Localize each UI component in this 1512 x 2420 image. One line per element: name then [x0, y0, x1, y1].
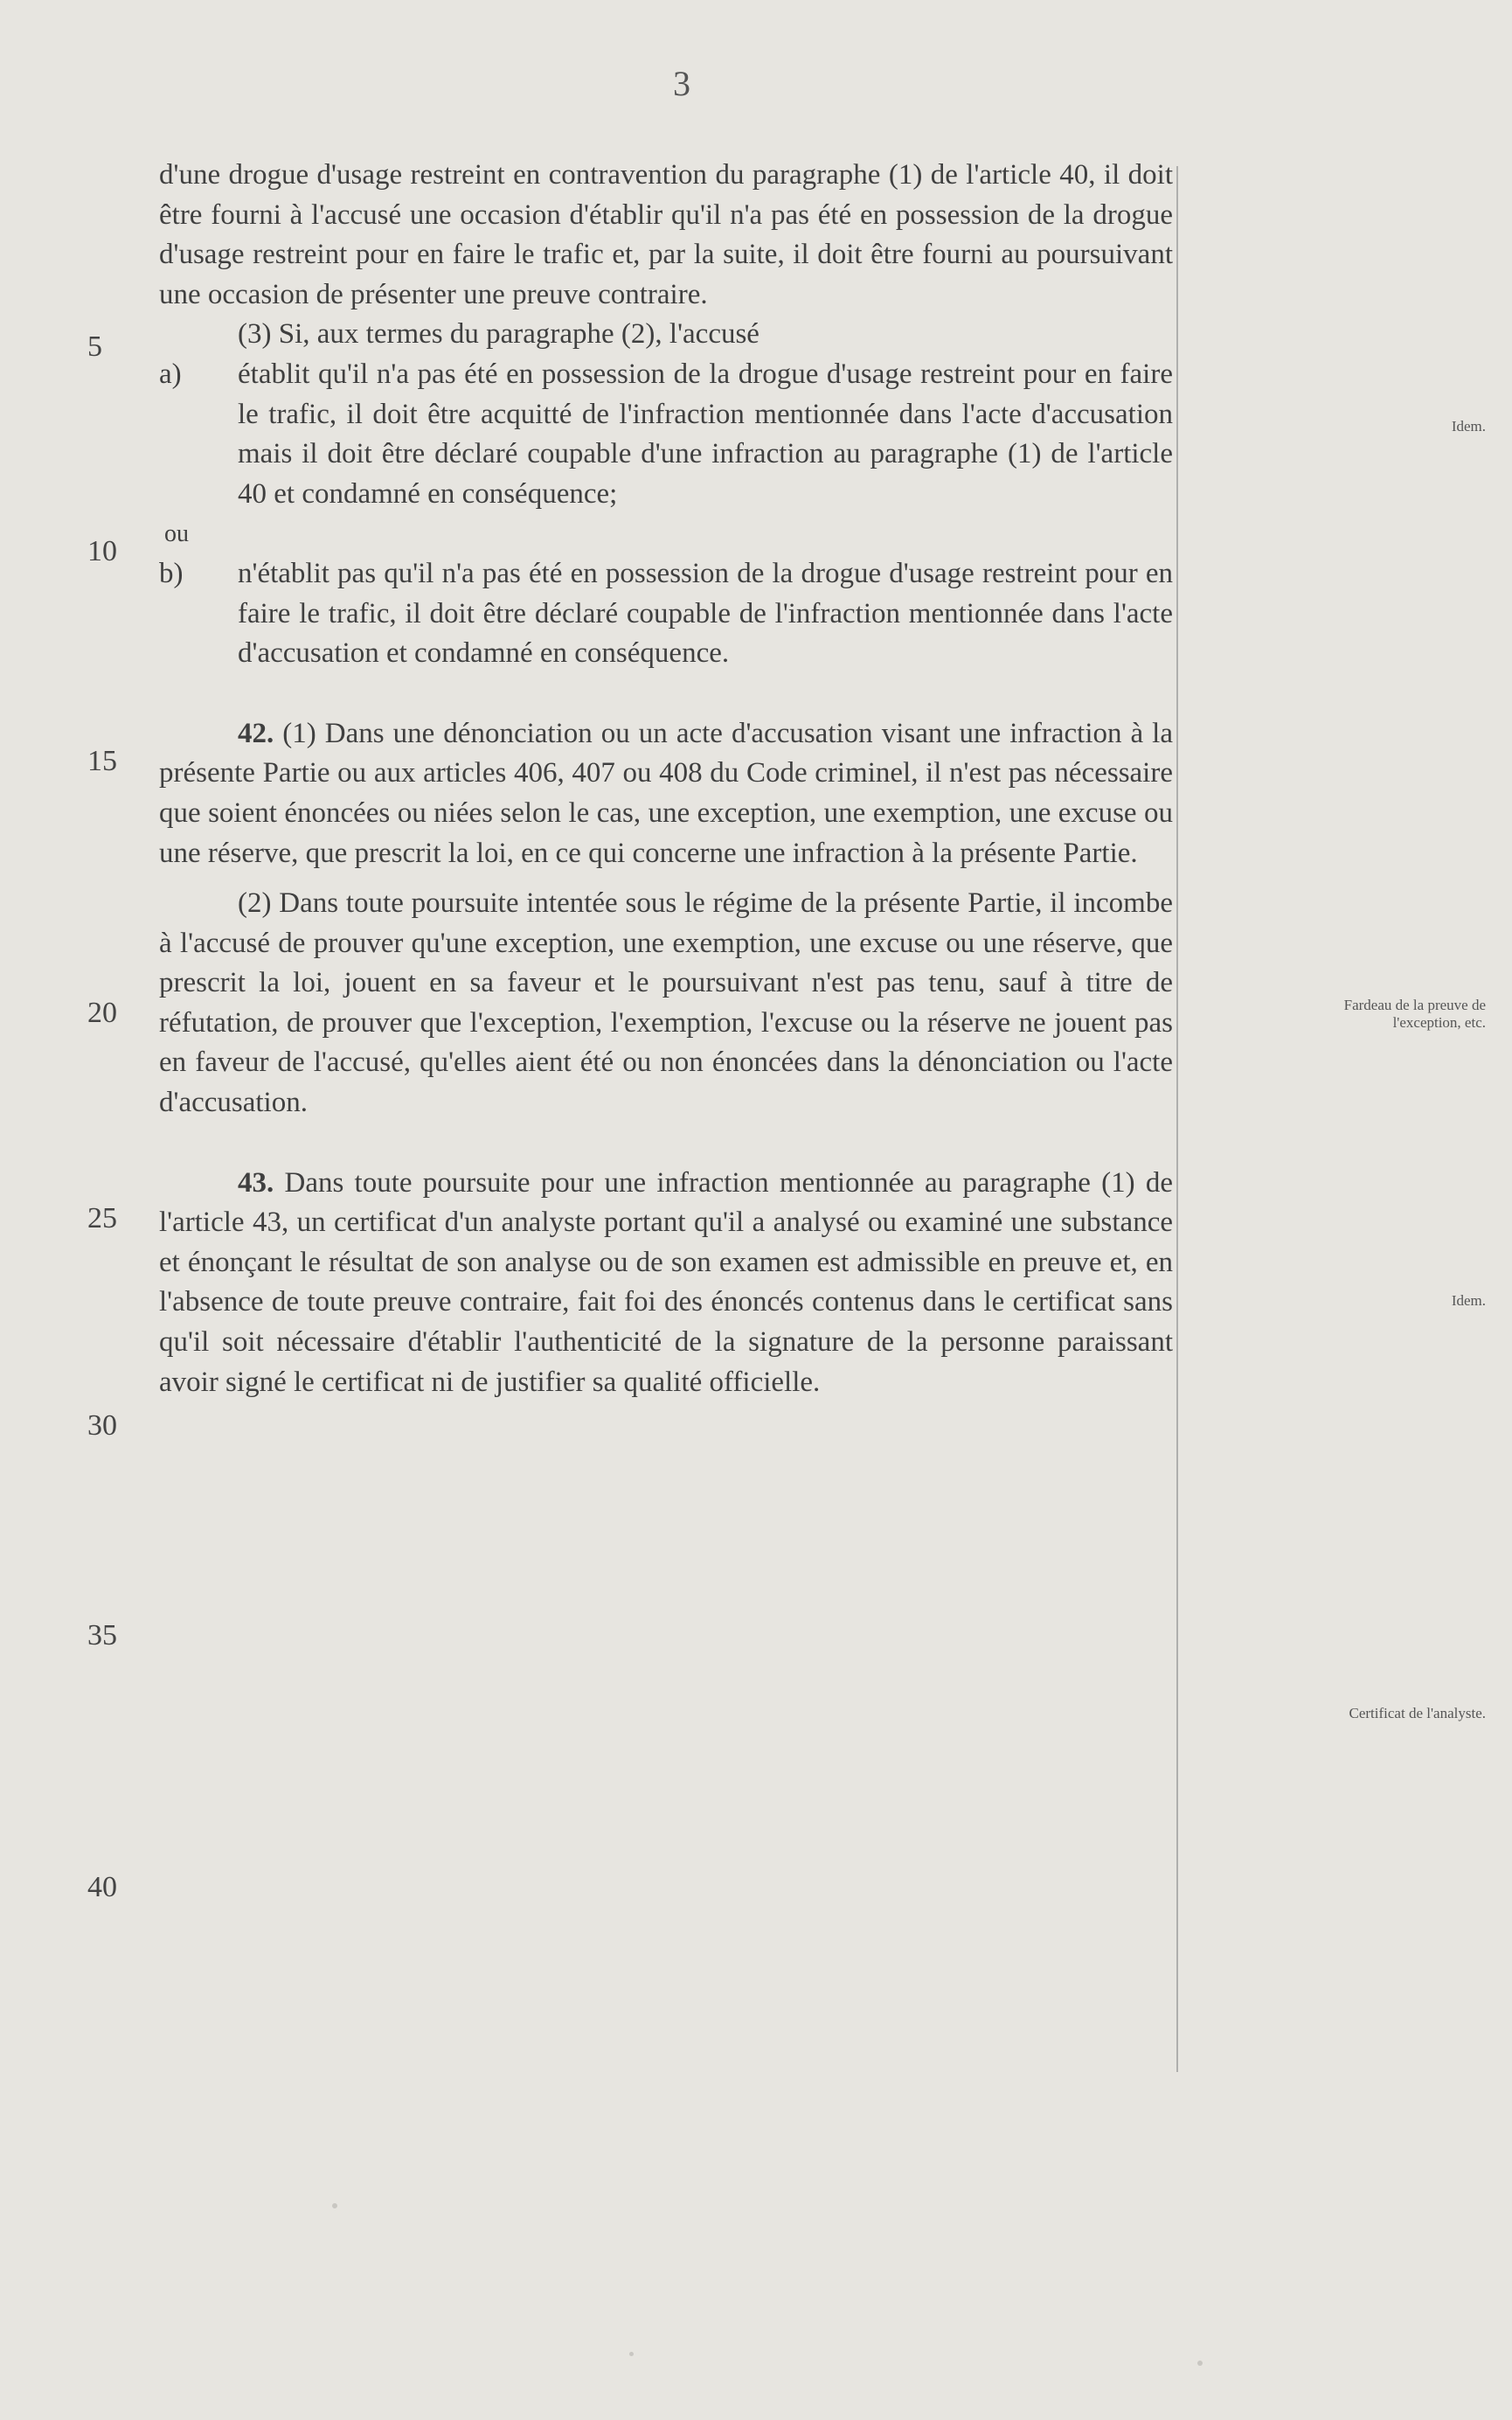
- section-number: 42.: [238, 717, 274, 749]
- line-number: 15: [87, 745, 117, 777]
- spacer: [159, 674, 1173, 714]
- paragraph-subsection-3: (3) Si, aux termes du paragraphe (2), l'accusé: [238, 318, 759, 351]
- paper-speck: [332, 2203, 337, 2208]
- line-number: 20: [87, 997, 117, 1029]
- section-text: (1) Dans une dénonciation ou un acte d'accusation visant une infraction à la présente Partie ou aux articles 406, 407 ou 408 du Code criminel, il n'est pas nécessaire que soient énoncées ou niées selon le cas, une exception, une exemption, une excuse ou une réserve, que prescrit la loi, en ce qui concerne une infraction à la présente Partie.: [159, 717, 1173, 869]
- list-item-text: n'établit pas qu'il n'a pas été en possession de la drogue d'usage restreint pour en faire le trafic, il doit être déclaré coupable de l'infraction mentionnée dans l'acte d'accusation et condamné en conséquence.: [238, 557, 1173, 670]
- list-item-label: a): [159, 358, 182, 390]
- side-note-analyst-certificate: Certificat de l'analyste.: [1349, 1705, 1486, 1721]
- section-42-subsection-1: [159, 714, 1173, 873]
- conjunction-ou: ou: [164, 520, 189, 548]
- line-number: 25: [87, 1202, 117, 1234]
- section-43: [159, 1164, 1173, 1403]
- list-item-b: [159, 554, 1173, 674]
- section-42-subsection-2: (2) Dans toute poursuite intentée sous le régime de la présente Partie, il incombe à l'accusé de prouver qu'une exception, une exemption, une excuse ou une réserve, que prescrit la loi, jouent en sa faveur et le poursuivant n'est pas tenu, sauf à titre de réfutation, de prouver que l'exception, l'exemption, l'excuse ou la réserve ne jouent pas en faveur de l'accusé, qu'elles aient été ou non énoncées dans la dénonciation ou l'acte d'accusation.: [159, 887, 1173, 1119]
- paper-speck: [1197, 2361, 1203, 2366]
- spacer: [159, 873, 1173, 884]
- side-note-burden-of-proof: Fardeau de la preuve de l'exception, etc.: [1343, 997, 1486, 1031]
- line-number: 30: [87, 1409, 117, 1442]
- section-text: Dans toute poursuite pour une infraction mentionnée au paragraphe (1) de l'article 43, un certificat d'un analyste portant qu'il a analysé ou examiné une substance et énonçant le résultat de son analyse ou de son examen est admissible en preuve et, en l'absence de toute preuve contraire, fait foi des énoncés contenus dans le certificat sans qu'il soit nécessaire d'établir l'authenticité de la signature de la personne paraissant avoir signé le certificat ni de justifier sa qualité officielle.: [159, 1166, 1174, 1398]
- line-number: 5: [87, 330, 102, 363]
- line-number: 10: [87, 535, 117, 567]
- side-note-idem: Idem.: [1451, 1292, 1486, 1309]
- margin-rule: [1176, 166, 1178, 2072]
- body-text: [159, 156, 1173, 1402]
- line-number: 35: [87, 1619, 117, 1652]
- paragraph-continuation: d'une drogue d'usage restreint en contravention du paragraphe (1) de l'article 40, il doit être fourni à l'accusé une occasion d'établir qu'il n'a pas été en possession de la drogue d'usage restreint pour en faire le trafic et, par la suite, il doit être fourni au poursuivant une occasion de présenter une preuve contraire.: [159, 159, 1173, 310]
- side-note-idem: Idem.: [1451, 418, 1486, 435]
- spacer: [159, 1123, 1173, 1164]
- paper-speck: [629, 2352, 634, 2356]
- list-item-a: [159, 355, 1173, 514]
- list-item-label: b): [159, 557, 184, 589]
- section-number: 43.: [238, 1166, 274, 1199]
- list-item-text: établit qu'il n'a pas été en possession de la drogue d'usage restreint pour en faire le trafic, il doit être acquitté de l'infraction mentionnée dans l'acte d'accusation mais il doit être déclaré coupable d'une infraction au paragraphe (1) de l'article 40 et condamné en conséquence;: [238, 358, 1173, 510]
- page-number: 3: [673, 64, 690, 103]
- line-number: 40: [87, 1871, 117, 1903]
